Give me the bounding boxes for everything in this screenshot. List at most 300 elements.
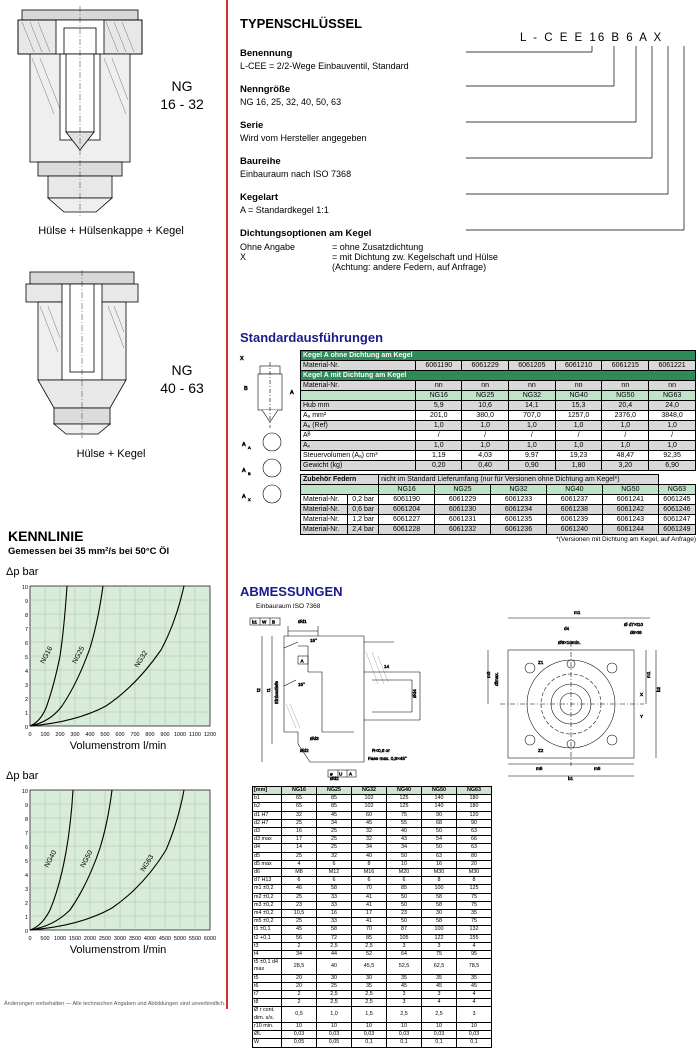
dim-cell: 132	[457, 926, 492, 934]
dim-cell: 35	[422, 974, 457, 982]
dim-cell: 6	[282, 877, 317, 885]
row-6-v1: 0,40	[462, 461, 509, 471]
matnr-1-4: 6061215	[602, 361, 649, 371]
chart1	[6, 582, 218, 762]
valve-caption-1: Hülse + Hülsenkappe + Kegel	[38, 225, 184, 237]
row-1-v0: 201,0	[416, 411, 462, 421]
abmessungen-subtitle: Einbauraum ISO 7368	[256, 603, 321, 610]
dim-cell: 90	[422, 811, 457, 819]
svg-text:Fase max. 0,8×45°: Fase max. 0,8×45°	[368, 756, 407, 761]
dim-row-label: t4	[253, 951, 282, 959]
dim-row-label: t7	[253, 991, 282, 999]
svg-text:2: 2	[24, 697, 28, 703]
svg-text:2500: 2500	[98, 936, 112, 942]
ng-label-2	[150, 362, 214, 397]
row-1-v4: 2376,0	[602, 411, 649, 421]
svg-text:8: 8	[24, 817, 28, 823]
svg-text:7: 7	[24, 831, 28, 837]
dim-cell: 140	[422, 803, 457, 811]
springs-2-v4: 6061243	[602, 515, 658, 525]
dim-cell: 100	[422, 885, 457, 893]
svg-text:0: 0	[28, 936, 32, 942]
row-label-3: Aᴮ	[301, 431, 416, 441]
svg-text:4: 4	[24, 669, 28, 675]
table-row	[253, 918, 492, 926]
table-row	[253, 991, 492, 999]
table-row	[253, 926, 492, 934]
svg-text:t2: t2	[256, 688, 261, 692]
springs-size-4: NG50	[602, 485, 658, 495]
dim-cell: 100	[422, 926, 457, 934]
row-4-v0: 1,0	[416, 441, 462, 451]
dim-cell: 56	[282, 934, 317, 942]
dim-cell: 10	[352, 1022, 387, 1030]
typ-entry-benennung	[240, 48, 409, 71]
ng-label-2-line2: 40 - 63	[160, 379, 204, 396]
dim-cell: 75	[457, 918, 492, 926]
dim-cell: 85	[352, 934, 387, 942]
typ-dichtung-code-1: X	[240, 252, 247, 262]
dim-row-label: m5 ±0,2	[253, 918, 282, 926]
svg-text:Y: Y	[640, 714, 644, 719]
dim-cell: 34	[282, 951, 317, 959]
svg-text:1500: 1500	[68, 936, 82, 942]
dim-cell: 58	[422, 918, 457, 926]
svg-text:500: 500	[40, 936, 50, 942]
svg-text:⌀: ⌀	[330, 771, 333, 777]
svg-text:7: 7	[24, 627, 28, 633]
svg-text:Z1: Z1	[538, 660, 544, 665]
standard-size-blank	[301, 391, 416, 401]
svg-text:1000: 1000	[53, 936, 67, 942]
table-row	[253, 951, 492, 959]
svg-text:5000: 5000	[173, 936, 187, 942]
svg-text:X: X	[248, 497, 251, 502]
svg-text:A: A	[242, 494, 246, 500]
springs-pressure-3: 2,4 bar	[348, 525, 379, 535]
svg-text:1: 1	[24, 711, 28, 717]
dim-cell: 20	[282, 982, 317, 990]
standard-matnr-row-2	[301, 381, 696, 391]
standard-row-ab	[301, 431, 696, 441]
dim-row-label: d3	[253, 828, 282, 836]
typ-label-serie: Serie	[240, 120, 264, 131]
dim-row-label: r10 min.	[253, 1022, 282, 1030]
dim-cell: 75	[457, 893, 492, 901]
dim-cell: 70	[352, 926, 387, 934]
dim-cell: 2	[282, 942, 317, 950]
springs-1-v0: 6061204	[379, 505, 435, 515]
dim-row-label: b1	[253, 795, 282, 803]
matnr-2-4: nn	[602, 381, 649, 391]
dim-cell: 4	[457, 991, 492, 999]
dim-cell: 10	[282, 1022, 317, 1030]
svg-text:4500: 4500	[158, 936, 172, 942]
chart2-series-label-ng63: NG63	[139, 853, 156, 874]
dim-cell: 34	[352, 844, 387, 852]
springs-size-3: NG40	[546, 485, 602, 495]
dim-cell: 155	[457, 934, 492, 942]
dim-cell: 17	[352, 910, 387, 918]
matnr-1-1: 6061229	[462, 361, 509, 371]
dim-row-label: Ø r cont. dim. s/s.	[253, 1007, 282, 1022]
dim-cell: 32	[352, 828, 387, 836]
table-row	[253, 1022, 492, 1030]
dim-cell: 0,03	[352, 1031, 387, 1039]
springs-table	[300, 474, 696, 535]
dim-cell: 60	[352, 811, 387, 819]
dim-cell: 35	[387, 974, 422, 982]
dim-cell: 58	[422, 901, 457, 909]
dim-cell: M20	[387, 869, 422, 877]
dim-cell: 2,5	[387, 1007, 422, 1022]
dim-cell: 2	[282, 999, 317, 1007]
table-row	[253, 811, 492, 819]
size-3: NG40	[555, 391, 602, 401]
typenschluessel-title: TYPENSCHLÜSSEL	[240, 16, 363, 31]
dim-cell: 10,5	[282, 910, 317, 918]
table-row	[253, 803, 492, 811]
table-row	[253, 901, 492, 909]
springs-1-v4: 6061242	[602, 505, 658, 515]
dim-cell: 17	[282, 836, 317, 844]
dim-cell: 0,05	[317, 1039, 352, 1047]
springs-row-1	[301, 505, 696, 515]
springs-3-v2: 6061236	[491, 525, 547, 535]
springs-0-v2: 6061233	[491, 495, 547, 505]
typ-label-benennung: Benennung	[240, 48, 293, 59]
standard-row-ax	[301, 441, 696, 451]
svg-text:t1: t1	[266, 688, 271, 692]
chart1-series-label-ng25: NG25	[71, 645, 87, 665]
dim-cell: 3	[387, 991, 422, 999]
springs-size-5: NG63	[658, 485, 695, 495]
matnr-2-0: nn	[416, 381, 462, 391]
svg-text:800: 800	[145, 732, 155, 738]
dim-cell: 90	[457, 819, 492, 827]
svg-text:d4: d4	[564, 626, 570, 631]
dim-cell: 6	[317, 877, 352, 885]
svg-text:m1: m1	[574, 610, 581, 615]
dim-cell: 34	[317, 819, 352, 827]
dim-cell: 34	[387, 844, 422, 852]
standard-row-steuervolumen	[301, 451, 696, 461]
chart2-series-label-ng50: NG50	[79, 849, 95, 869]
svg-text:B: B	[248, 471, 251, 476]
row-4-v2: 1,0	[508, 441, 555, 451]
standard-row-gewicht	[301, 461, 696, 471]
row-0-v3: 15,3	[555, 401, 602, 411]
dim-cell: 2,5	[352, 991, 387, 999]
dim-cell: 0,5	[282, 1007, 317, 1022]
svg-text:m1: m1	[646, 671, 651, 678]
table-row	[253, 869, 492, 877]
dim-row-label: d5	[253, 852, 282, 860]
ng-label-1	[150, 78, 214, 113]
dim-cell: 32	[352, 836, 387, 844]
row-5-v2: 9,97	[508, 451, 555, 461]
row-4-v3: 1,0	[555, 441, 602, 451]
dim-cell: 45	[457, 982, 492, 990]
dim-cell: 50	[387, 901, 422, 909]
standard-table	[300, 350, 696, 471]
row-0-v4: 20,4	[602, 401, 649, 411]
dim-cell: 2,5	[317, 999, 352, 1007]
dim-cell: 30	[317, 974, 352, 982]
dim-cell: 70	[352, 885, 387, 893]
dim-row-label: t1 ±0,1	[253, 926, 282, 934]
dim-header-row	[253, 787, 492, 795]
dim-col-4: NG50	[422, 787, 457, 795]
dim-cell: 4	[422, 999, 457, 1007]
typ-dichtung-desc-2: (Achtung: andere Federn, auf Anfrage)	[332, 262, 487, 272]
typ-entry-serie	[240, 120, 367, 143]
dim-cell: 2	[282, 991, 317, 999]
dim-cell: 8	[352, 860, 387, 868]
dim-cell: 75	[387, 811, 422, 819]
dim-row-label: d5 max	[253, 860, 282, 868]
dim-row-label: W	[253, 1039, 282, 1047]
dim-row-label: d2 H7	[253, 819, 282, 827]
dim-cell: 16	[422, 860, 457, 868]
springs-2-v0: 6061227	[379, 515, 435, 525]
chart2-svg	[6, 786, 218, 966]
svg-text:Z2: Z2	[538, 748, 544, 753]
dim-row-label: d7 H13	[253, 877, 282, 885]
dim-cell: 41	[352, 918, 387, 926]
chart1-series-label-ng32: NG32	[133, 649, 150, 670]
standard-footnote: *(Versionen mit Dichtung am Kegel, auf Anfrage)	[556, 536, 696, 543]
row-0-v2: 14,1	[508, 401, 555, 411]
svg-text:9: 9	[24, 803, 28, 809]
table-row	[253, 959, 492, 974]
typ-entry-nenngroesse	[240, 84, 341, 107]
typ-label-nenngroesse: Nenngröße	[240, 84, 291, 95]
dim-cell: 85	[387, 885, 422, 893]
dim-cell: 6	[387, 877, 422, 885]
dim-cell: 20	[282, 974, 317, 982]
row-label-6: Gewicht (kg)	[301, 461, 416, 471]
svg-text:Ød2: Ød2	[330, 776, 339, 781]
dim-row-label: t6	[253, 982, 282, 990]
row-6-v2: 0,90	[508, 461, 555, 471]
dim-cell: 25	[317, 844, 352, 852]
dim-cell: 63	[457, 828, 492, 836]
dim-cell: 2,5	[422, 1007, 457, 1022]
dim-cell: 16	[317, 910, 352, 918]
row-5-v3: 19,23	[555, 451, 602, 461]
row-3-v4: /	[602, 431, 649, 441]
dim-cell: 102	[352, 795, 387, 803]
standard-row-aref	[301, 421, 696, 431]
dim-cell: 45	[352, 819, 387, 827]
dim-cell: 50	[387, 918, 422, 926]
springs-0-v3: 6061237	[546, 495, 602, 505]
row-1-v2: 707,0	[508, 411, 555, 421]
page-footer: Änderungen vorbehalten — Alle technischen Angaben und Abbildungen sind unverbindlich.	[4, 1001, 226, 1007]
matnr-2-2: nn	[508, 381, 555, 391]
dim-cell: 35	[457, 974, 492, 982]
table-row	[253, 844, 492, 852]
springs-1-v2: 6061234	[491, 505, 547, 515]
svg-text:3000: 3000	[113, 936, 127, 942]
typ-entry-dichtung	[240, 228, 570, 272]
dim-cell: 35	[457, 910, 492, 918]
typ-text-baureihe: Einbauraum nach ISO 7368	[240, 169, 352, 179]
row-3-v0: /	[416, 431, 462, 441]
valve-drawing-ng16-32	[4, 4, 164, 219]
dim-cell: 50	[422, 844, 457, 852]
dim-cell: 25	[282, 893, 317, 901]
dim-row-label: m2 ±0,2	[253, 893, 282, 901]
valve-section-svg-2	[14, 268, 154, 440]
typ-label-kegelart: Kegelart	[240, 192, 279, 203]
standard-matnr-label-1: Material-Nr.	[301, 361, 416, 371]
springs-label-2: Material-Nr.	[301, 515, 348, 525]
dim-cell: 125	[387, 795, 422, 803]
dim-cell: 45,5	[352, 959, 387, 974]
standard-title: Standardausführungen	[240, 330, 384, 345]
svg-text:A: A	[300, 658, 304, 664]
svg-text:W: W	[262, 619, 267, 625]
dim-cell: 4	[457, 999, 492, 1007]
left-column	[0, 0, 222, 1009]
row-2-v5: 1,0	[649, 421, 696, 431]
standard-table-wrap	[300, 350, 696, 543]
ng-label-1-line1: NG	[171, 78, 193, 94]
dim-cell: 3	[422, 991, 457, 999]
row-2-v1: 1,0	[462, 421, 509, 431]
dimension-table-wrap	[252, 786, 492, 1048]
size-2: NG32	[508, 391, 555, 401]
standard-size-header	[301, 391, 696, 401]
dim-cell: 180	[457, 795, 492, 803]
springs-0-v5: 6061245	[658, 495, 695, 505]
dim-cell: 45	[317, 811, 352, 819]
springs-size-blank	[301, 485, 379, 495]
dim-cell: 2,5	[352, 942, 387, 950]
row-3-v2: /	[508, 431, 555, 441]
svg-text:1100: 1100	[189, 732, 201, 738]
dim-cell: 32	[282, 811, 317, 819]
svg-text:500: 500	[100, 732, 110, 738]
springs-label-1: Material-Nr.	[301, 505, 348, 515]
table-row	[253, 1031, 492, 1039]
table-row	[253, 828, 492, 836]
row-label-2: Aₐ (Ref)	[301, 421, 416, 431]
dim-cell: 23	[387, 910, 422, 918]
dim-cell: 58	[422, 893, 457, 901]
row-3-v1: /	[462, 431, 509, 441]
typ-entry-kegelart	[240, 192, 329, 215]
dim-cell: M8	[282, 869, 317, 877]
dim-row-label: m1 ±0,2	[253, 885, 282, 893]
dim-cell: 52	[352, 951, 387, 959]
dim-cell: 46	[282, 885, 317, 893]
springs-header: Zubehör Federn	[301, 475, 379, 485]
dim-row-label: d3 max	[253, 836, 282, 844]
springs-pressure-2: 1,2 bar	[348, 515, 379, 525]
dim-cell: 1,5	[352, 1007, 387, 1022]
dimension-table-body	[253, 795, 492, 1047]
size-0: NG16	[416, 391, 462, 401]
svg-text:A: A	[242, 468, 246, 474]
dim-cell: M30	[422, 869, 457, 877]
table-row	[253, 860, 492, 868]
dim-cell: 0,03	[422, 1031, 457, 1039]
svg-text:1: 1	[24, 915, 28, 921]
dim-cell: 3	[457, 1007, 492, 1022]
dim-cell: 65	[282, 803, 317, 811]
dim-cell: 95	[457, 951, 492, 959]
table-row	[253, 1007, 492, 1022]
dim-col-5: NG63	[457, 787, 492, 795]
svg-text:b1: b1	[568, 776, 574, 781]
springs-3-v5: 6061249	[658, 525, 695, 535]
row-5-v0: 1,19	[416, 451, 462, 461]
dim-cell: 33	[317, 893, 352, 901]
svg-text:6000: 6000	[203, 936, 217, 942]
springs-row-3	[301, 525, 696, 535]
matnr-1-3: 6061210	[555, 361, 602, 371]
dim-cell: 85	[317, 803, 352, 811]
typ-dichtung-desc-0: = ohne Zusatzdichtung	[332, 242, 424, 252]
svg-text:9: 9	[24, 599, 28, 605]
dim-row-label: t8	[253, 999, 282, 1007]
svg-text:Ød3: Ød3	[310, 736, 319, 741]
dim-col-3: NG40	[387, 787, 422, 795]
svg-text:600: 600	[115, 732, 125, 738]
typ-text-benennung: L-CEE = 2/2-Wege Einbauventil, Standard	[240, 61, 409, 71]
dim-cell: 41	[352, 893, 387, 901]
dim-cell: 14	[282, 844, 317, 852]
svg-text:300: 300	[70, 732, 80, 738]
dim-cell: 180	[457, 803, 492, 811]
dim-cell: 40	[387, 828, 422, 836]
svg-text:200: 200	[55, 732, 65, 738]
springs-row-0	[301, 495, 696, 505]
dim-cell: 16	[282, 828, 317, 836]
svg-text:1000: 1000	[173, 732, 187, 738]
dim-cell: 33	[317, 901, 352, 909]
dim-cell: 75	[457, 901, 492, 909]
dim-cell: 63	[422, 852, 457, 860]
springs-label-0: Material-Nr.	[301, 495, 348, 505]
dim-row-label: t2 +0,1	[253, 934, 282, 942]
dim-row-label: d4	[253, 844, 282, 852]
dim-cell: 45	[422, 982, 457, 990]
ng-label-1-line2: 16 - 32	[160, 95, 204, 112]
dimension-table	[252, 786, 492, 1048]
dim-cell: 0,1	[387, 1039, 422, 1047]
springs-0-v4: 6061241	[602, 495, 658, 505]
svg-text:B: B	[244, 386, 248, 392]
svg-text:m3: m3	[486, 671, 491, 678]
chart1-series-label-ng16: NG16	[39, 645, 55, 665]
row-2-v2: 1,0	[508, 421, 555, 431]
dim-cell: 105	[387, 934, 422, 942]
row-4-v4: 1,0	[602, 441, 649, 451]
springs-1-v3: 6061238	[546, 505, 602, 515]
row-4-v5: 1,0	[649, 441, 696, 451]
svg-text:A: A	[290, 390, 294, 396]
svg-text:6: 6	[24, 845, 28, 851]
dim-cell: 63	[457, 844, 492, 852]
svg-text:R<0,8 or: R<0,8 or	[372, 748, 390, 753]
dim-cell: 45	[282, 926, 317, 934]
row-label-0: Hub mm	[301, 401, 416, 411]
dim-cell: 50	[422, 828, 457, 836]
